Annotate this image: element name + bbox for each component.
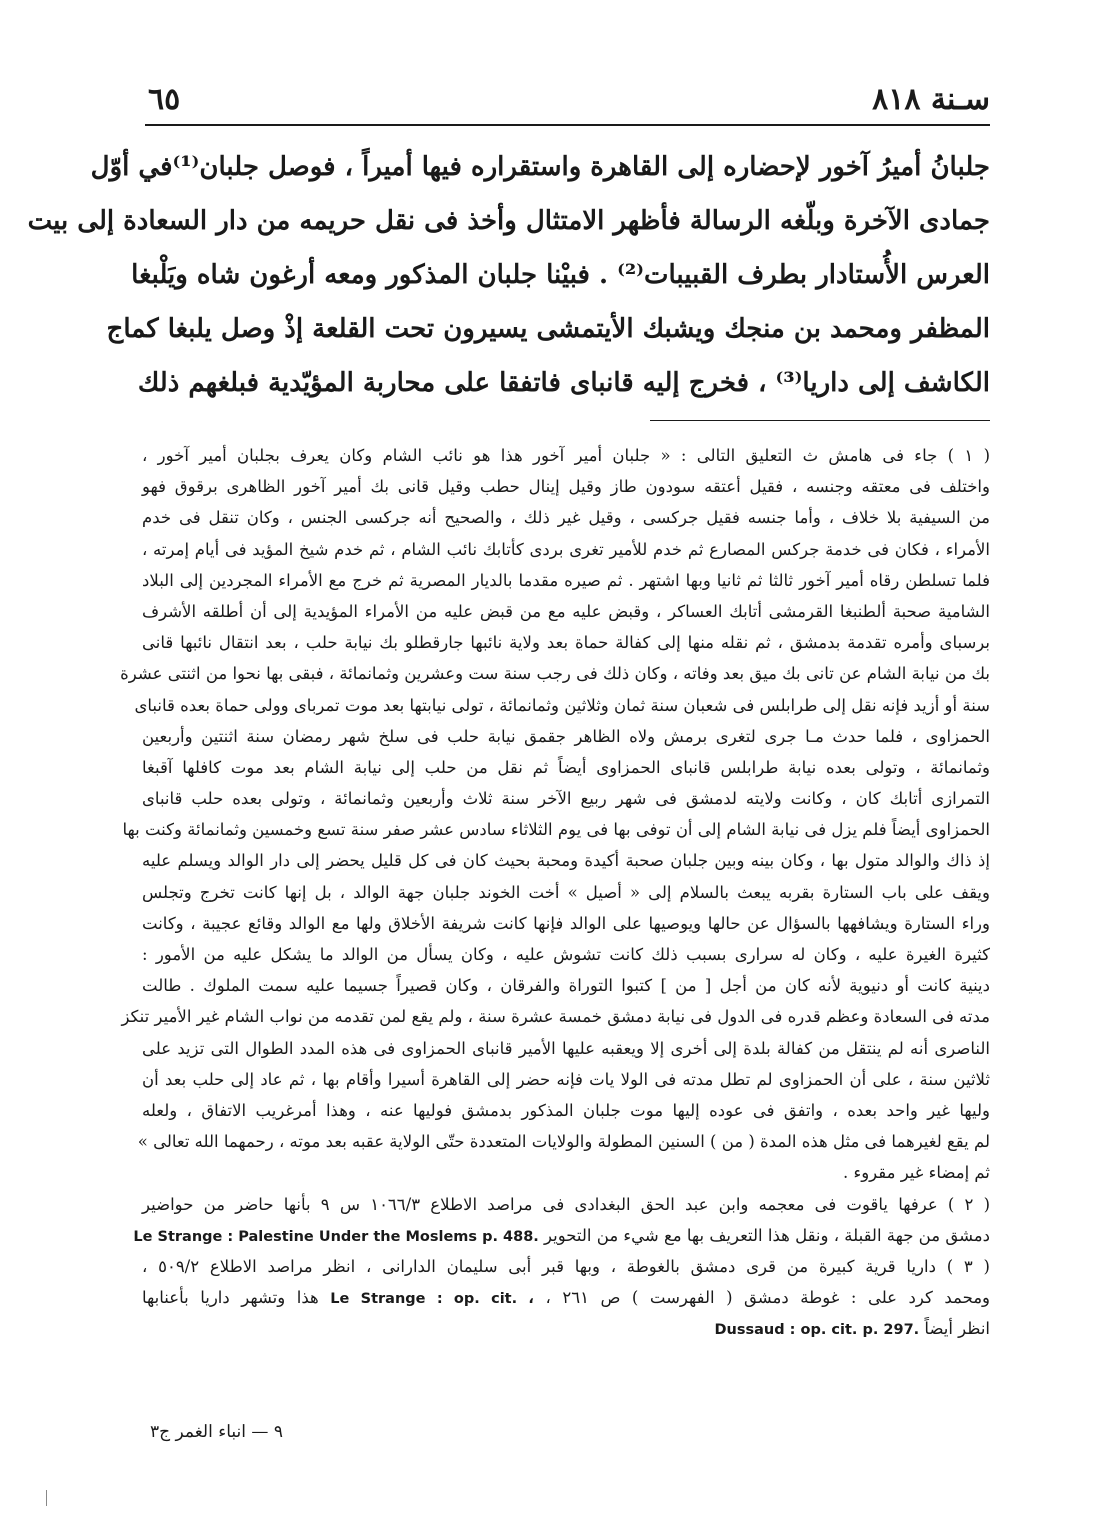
- footnote-line: التمرازى أتابك كان ، وكانت ولايته لدمشق فى شهر ربيع الآخر سنة ثلاث وأربعين وثمانمائة ، وتولى بعده حلب قانباى: [142, 789, 990, 809]
- footnote-line-mixed: [142, 1313, 990, 1344]
- main-text-line: جمادى الآخرة وبلّغه الرسالة فأظهر الامتثال وأخذ فى نقل حريمه من دار السعادة إلى بيت: [27, 206, 990, 236]
- footnote-line: ( ٢ ) عرفها ياقوت فى معجمه وابن عبد الحق البغدادى فى مراصد الاطلاع ١٠٦٦/٣ س ٩ بأنها حاضر من حواضير: [142, 1194, 991, 1214]
- footnote-line: برسباى وأمره تقدمة بدمشق ، ثم نقله منها إلى كفالة حماة بعد ولاية نائبها جارقطلو بك نيابة حلب ، بعد انتقال نائبها قانى: [142, 633, 990, 653]
- footnote-line: وليها غير واحد بعده ، واتفق فى عوده إليها موت جلبان المذكور بدمشق فوليها عنه ، وهذا أمرغريب الاتفاق ، ولعله: [142, 1100, 990, 1120]
- footnote-line: ثلاثين سنة ، على أن الحمزاوى لم تطل مدته فى الولا يات فإنه حضر إلى القاهرة أسيرا وأقام بها ، ثم عاد إلى حلب بعد أن: [142, 1069, 990, 1089]
- margin-mark: [46, 1490, 47, 1506]
- footnote-line: ثم إمضاء غير مقروء .: [842, 1163, 990, 1183]
- footnote-line: إذ ذاك والوالد متول بها ، وكان بينه وبين جلبان صحبة أكيدة ومحبة بحيث كان فى كل قليل يحضر إلى دار الوالد ويسلم عليه: [142, 851, 990, 871]
- latin-reference: Dussaud : op. cit. p. 297.: [714, 1322, 920, 1339]
- footnote-rule: [650, 420, 990, 421]
- footnote-line: مدته فى السعادة وعظم قدره فى الدول فى نيابة دمشق خمسة عشرة سنة ، ولم يقع لمن تقدمه من نواب الشام غير الأمير تنكز: [121, 1007, 990, 1027]
- header-rule: [145, 124, 990, 126]
- latin-reference: Le Strange : op. cit. ،: [330, 1291, 534, 1308]
- footnote-text: انظر أيضاً: [924, 1319, 990, 1339]
- footnote-line: فلما تسلطن رقاه أمير آخور ثالثا ثم ثانيا وبها اشتهر . ثم صيره مقدما بالديار المصرية ثم خرج مع الأمراء المجردين إلى البلاد: [142, 570, 990, 590]
- footnote-line: كثيرة الغيرة عليه ، وكان له سرارى بسبب ذلك كانت تشوش عليه ، وكان يسأل من الوالد ما يشكل عليه من الأمور :: [142, 945, 990, 964]
- footnotes: [120, 440, 991, 1344]
- main-text: [27, 140, 990, 410]
- footnote-line: الحمزاوى ، فلما حدث مـا جرى لتغرى برمش ولاه الظاهر جقمق نيابة حلب فى سلخ شهر رمضان سنة اثنتين وأربعين: [142, 726, 990, 746]
- main-text-line: العرس الأُستادار بطرف القبيبات⁽²⁾ . فبيْنا جلبان المذكور ومعه أرغون شاه ويَلْبغا: [131, 260, 990, 290]
- latin-reference: Le Strange : Palestine Under the Moslems p. 488.: [133, 1228, 539, 1245]
- footnote-line-mixed: [142, 1282, 990, 1313]
- footnote-text: دمشق من جهة القبلة ، ونقل هذا التعريف بها مع شيء من التحوير: [544, 1225, 990, 1245]
- footnote-line: من السيفية بلا خلاف ، وأما جنسه فقيل جركسى ، وقيل غير ذلك ، والصحيح أنه جركسى الجنس ، وكان تنقل فى خدم: [142, 508, 990, 528]
- footnote-line: لم يقع لغيرهما فى مثل هذه المدة ( من ) السنين المطولة والولايات المتعددة حتّى الولاية عقبه بعد موته ، رحمهما الله تعالى »: [137, 1132, 990, 1152]
- footnote-line: دينية كانت أو دنيوية لأنه كان من أجل [ من ] كتبوا التوراة والفرقان ، وكان قصيراً جسيما عليه سمت الملوك . طالت: [142, 976, 990, 996]
- main-text-line: المظفر ومحمد بن منجك ويشبك الأيتمشى يسيرون تحت القلعة إذْ وصل يلبغا كماج: [106, 314, 990, 344]
- footnote-line: ( ٣ ) داريا قرية كبيرة من قرى دمشق بالغوطة ، وبها قبر أبى سليمان الدارانى ، انظر مراصد الاطلاع ٥٠٩/٢ ،: [142, 1256, 990, 1276]
- footnote-line: الناصرى أنه لم ينتقل من كفالة بلدة إلى أخرى إلا ويعقبه عليها الأمير قانباى الحمزاوى فى هذه المدد الطوال التى تزيد على: [142, 1038, 990, 1058]
- footnote-line: واختلف فى معتقه وجنسه ، فقيل أعتقه سودون طاز وقيل إينال حطب وقيل قانى بك أمير آخور الظاهرى برقوق فهو: [142, 477, 990, 497]
- main-text-line: جلبانُ أميرُ آخور لإحضاره إلى القاهرة واستقراره فيها أميراً ، فوصل جلبان⁽¹⁾في أوّل: [90, 152, 990, 182]
- footnote-text: ومحمد كرد على : غوطة دمشق ( الفهرست ) ص ٢٦١ ،: [545, 1288, 991, 1308]
- footnote-line: وراء الستارة ويشافهها بالسؤال عن حالها ويوصيها على الوالد فإنها كانت شريفة الأخلاق ولها مع الوالد وقائع عجيبة ، وكانت: [142, 913, 990, 933]
- footnote-line: سنة أو أزيد فإنه نقل إلى طرابلس فى شعبان سنة ثمان وثلاثين وثمانمائة ، تولى نيابتها بعد موت تمرباى وولى حماة بعده قانباى: [134, 695, 990, 715]
- footnote-line: وثمانمائة ، وتولى بعده نيابة طرابلس قانباى الحمزاوى أيضاً ثم نقل من حلب إلى نيابة الشام بعد موت كافلها آقبغا: [142, 757, 990, 777]
- footnote-line: الأمراء ، فكان فى خدمة جركس المصارع ثم خدم للأمير تغرى بردى كأتابك نائب الشام ، ثم خدم شيخ المؤيد فى أيام إمرته ،: [142, 539, 990, 559]
- footnote-line: بك من نيابة الشام عن تانى بك ميق بعد وفاته ، وكان ذلك فى رجب سنة ست وعشرين وثمانمائة ، فبقى بها نحوا من اثنتى عشرة: [120, 664, 990, 684]
- signature-mark: ٩ — انباء الغمر ج٣: [150, 1422, 283, 1442]
- running-head: سـنة ٨١٨: [872, 82, 990, 117]
- footnote-text: هذا وتشهر داريا بأعنابها: [142, 1288, 319, 1308]
- footnote-line: ( ١ ) جاء فى هامش ث التعليق التالى : « جلبان أمير آخور هذا هو نائب الشام وكان يعرف بجلبان أمير آخور ،: [142, 446, 991, 465]
- footnote-line: الحمزاوى أيضاً فلم يزل فى نيابة الشام إلى أن توفى بها فى يوم الثلاثاء سادس عشر صفر سنة تسع وخمسين وثمانمائة وكنت بها: [122, 820, 990, 840]
- footnote-line: ويقف على باب الستارة بقربه يبعث بالسلام إلى « أصيل » أخت الخوند جلبان جهة الوالد ، بل إنها كانت تخرج وتجلس: [142, 882, 990, 902]
- page-header: [140, 80, 990, 120]
- footnote-line-mixed: [133, 1220, 990, 1251]
- page-number: ٦٥: [148, 82, 181, 117]
- footnote-line: الشامية صحبة ألطنبغا القرمشى أتابك العساكر ، وقبض عليه مع من قبض عليه من الأمراء المؤيدية إلى أن أطلقه الأشرف: [142, 601, 990, 621]
- main-text-line: الكاشف إلى داريا⁽³⁾ ، فخرج إليه قانباى فاتفقا على محاربة المؤيّدية فبلغهم ذلك: [137, 368, 990, 398]
